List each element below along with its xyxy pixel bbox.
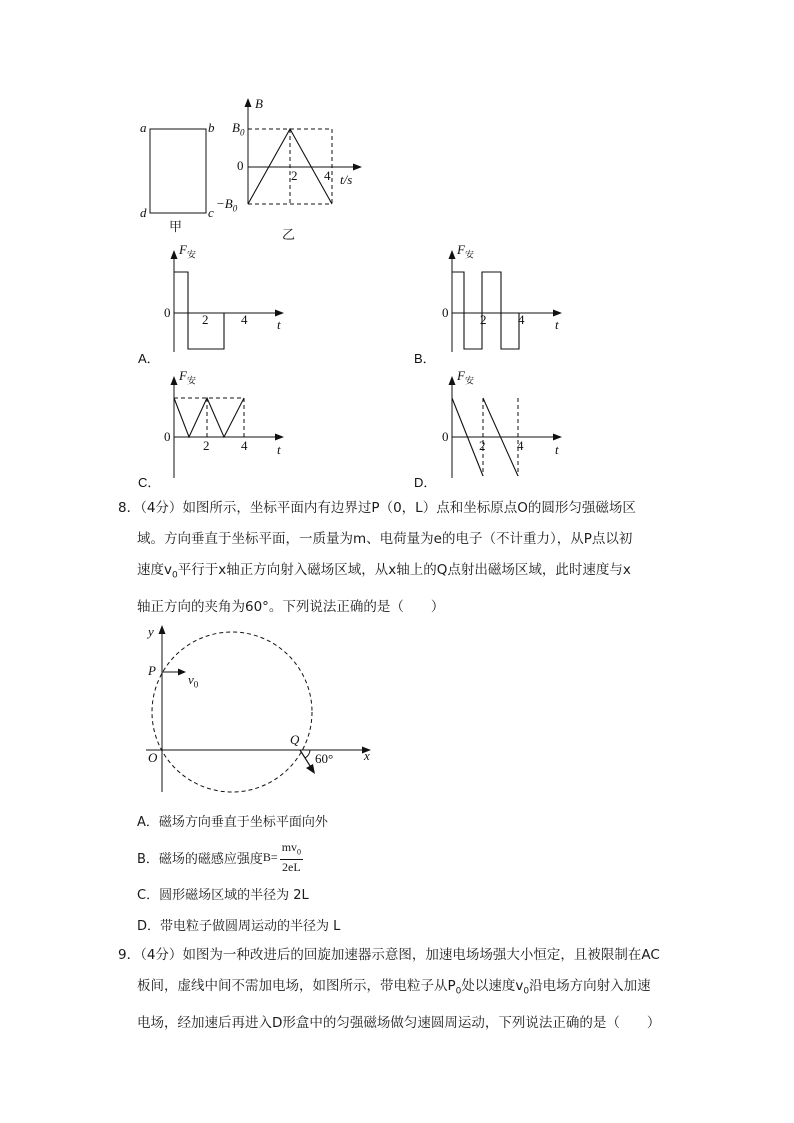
option-b-letter[interactable]: B．: [414, 351, 436, 366]
option-d-tick-4: 4: [517, 438, 524, 453]
q8-option-a[interactable]: A．磁场方向垂直于坐标平面向外: [137, 815, 328, 830]
option-d-graph: [408, 366, 578, 491]
corner-d: d: [140, 205, 147, 220]
option-b-t-label: t: [555, 317, 559, 332]
corner-c: c: [208, 205, 214, 220]
q8-field-diagram: [140, 620, 380, 800]
corner-b: b: [208, 120, 215, 135]
option-c-tick-2: 2: [203, 438, 210, 453]
option-a-f-label: $F_安$: [179, 242, 196, 260]
q8-angle-label: 60°: [315, 751, 334, 766]
option-d-origin: 0: [442, 429, 449, 444]
question-8: [118, 493, 688, 623]
option-b-graph: [408, 240, 578, 365]
option-c-letter[interactable]: C．: [138, 475, 161, 490]
q8-option-b-fraction: $\frac{mv_0}{2eL}$: [281, 840, 302, 875]
figure-yi: [216, 96, 368, 246]
q8-option-b[interactable]: [137, 840, 303, 874]
q8-line-4: 轴正方向的夹角为60°。下列说法正确的是（ ）: [137, 598, 445, 615]
option-d-f-label: $F_安$: [457, 368, 474, 386]
tick-4-label: 4: [324, 168, 331, 183]
q8-option-b-lhs: B=: [262, 849, 278, 864]
figure-jia: [130, 110, 230, 240]
q8-line-2: 域。方向垂直于坐标平面，一质量为m、电荷量为e的电子（不计重力），从P点以初: [137, 531, 633, 547]
tick-2-label: 2: [291, 168, 298, 183]
b0-label: $B_0$: [232, 120, 245, 138]
option-c-origin: 0: [164, 429, 171, 444]
origin-label: 0: [237, 158, 244, 173]
q8-v0-label: $v_0$: [188, 672, 199, 690]
q8-option-d[interactable]: D．带电粒子做圆周运动的半径为 L: [137, 919, 341, 934]
neg-b0-label: $-B_0$: [216, 196, 238, 214]
b-t-graph: [228, 96, 368, 246]
q9-line-2: 板间，虚线中间不需加电场，如图所示，带电粒子从$P_0$处以速度$v_0$沿电场方向射入加速: [137, 978, 651, 997]
option-c-graph: [130, 366, 300, 491]
option-a-letter[interactable]: A．: [138, 351, 160, 366]
q8-figure: [140, 620, 380, 800]
q8-point-q: Q: [290, 732, 300, 747]
q8-line-1: 8．（4分）如图所示，坐标平面内有边界过P（0，L）点和坐标原点O的圆形匀强磁场区: [118, 500, 636, 516]
option-a-tick-2: 2: [202, 312, 209, 327]
option-c-tick-4: 4: [241, 438, 248, 453]
option-b-origin: 0: [442, 305, 449, 320]
q8-number: 8．: [118, 500, 141, 516]
option-b-f-label: $F_安$: [457, 242, 474, 260]
option-a-origin: 0: [164, 305, 171, 320]
option-d-letter[interactable]: D．: [414, 475, 437, 490]
q8-point-p: P: [148, 663, 156, 678]
axis-t-label: t/s: [340, 172, 353, 187]
option-a-graph: [130, 240, 300, 365]
option-c-t-label: t: [277, 442, 281, 457]
q8-point-o: O: [148, 750, 158, 765]
q8-axis-y: y: [148, 624, 154, 639]
option-a-tick-4: 4: [241, 312, 248, 327]
q9-number: 9．: [118, 947, 141, 963]
option-b-tick-2: 2: [480, 312, 487, 327]
q8-axis-x: x: [364, 748, 370, 763]
corner-a: a: [140, 120, 147, 135]
q9-score: （4分）: [140, 947, 183, 963]
axis-b-label: B: [255, 96, 263, 111]
option-a-plot: [130, 240, 300, 365]
question-9: [118, 940, 688, 1039]
q9-line-1: 9．（4分）如图为一种改进后的回旋加速器示意图，加速电场场强大小恒定，且被限制在AC: [118, 947, 660, 963]
option-b-plot: [408, 240, 578, 365]
q8-option-c[interactable]: C．圆形磁场区域的半径为 2L: [137, 888, 309, 903]
figure-jia-caption: 甲: [169, 220, 183, 235]
option-a-t-label: t: [277, 317, 281, 332]
option-d-t-label: t: [555, 442, 559, 457]
figure-yi-caption: 乙: [282, 228, 296, 243]
option-b-tick-4: 4: [518, 312, 525, 327]
option-d-tick-2: 2: [479, 438, 486, 453]
q8-option-b-text: B．磁场的磁感应强度: [137, 851, 263, 867]
q9-line-3: 电场，经加速后再进入D形盒中的匀强磁场做匀速圆周运动，下列说法正确的是（ ）: [137, 1014, 661, 1031]
option-c-f-label: $F_安$: [179, 368, 196, 386]
q8-line-3: 速度$v_0$平行于x轴正方向射入磁场区域，从x轴上的Q点射出磁场区域，此时速度与x: [137, 562, 631, 581]
q8-score: （4分）: [140, 500, 183, 516]
